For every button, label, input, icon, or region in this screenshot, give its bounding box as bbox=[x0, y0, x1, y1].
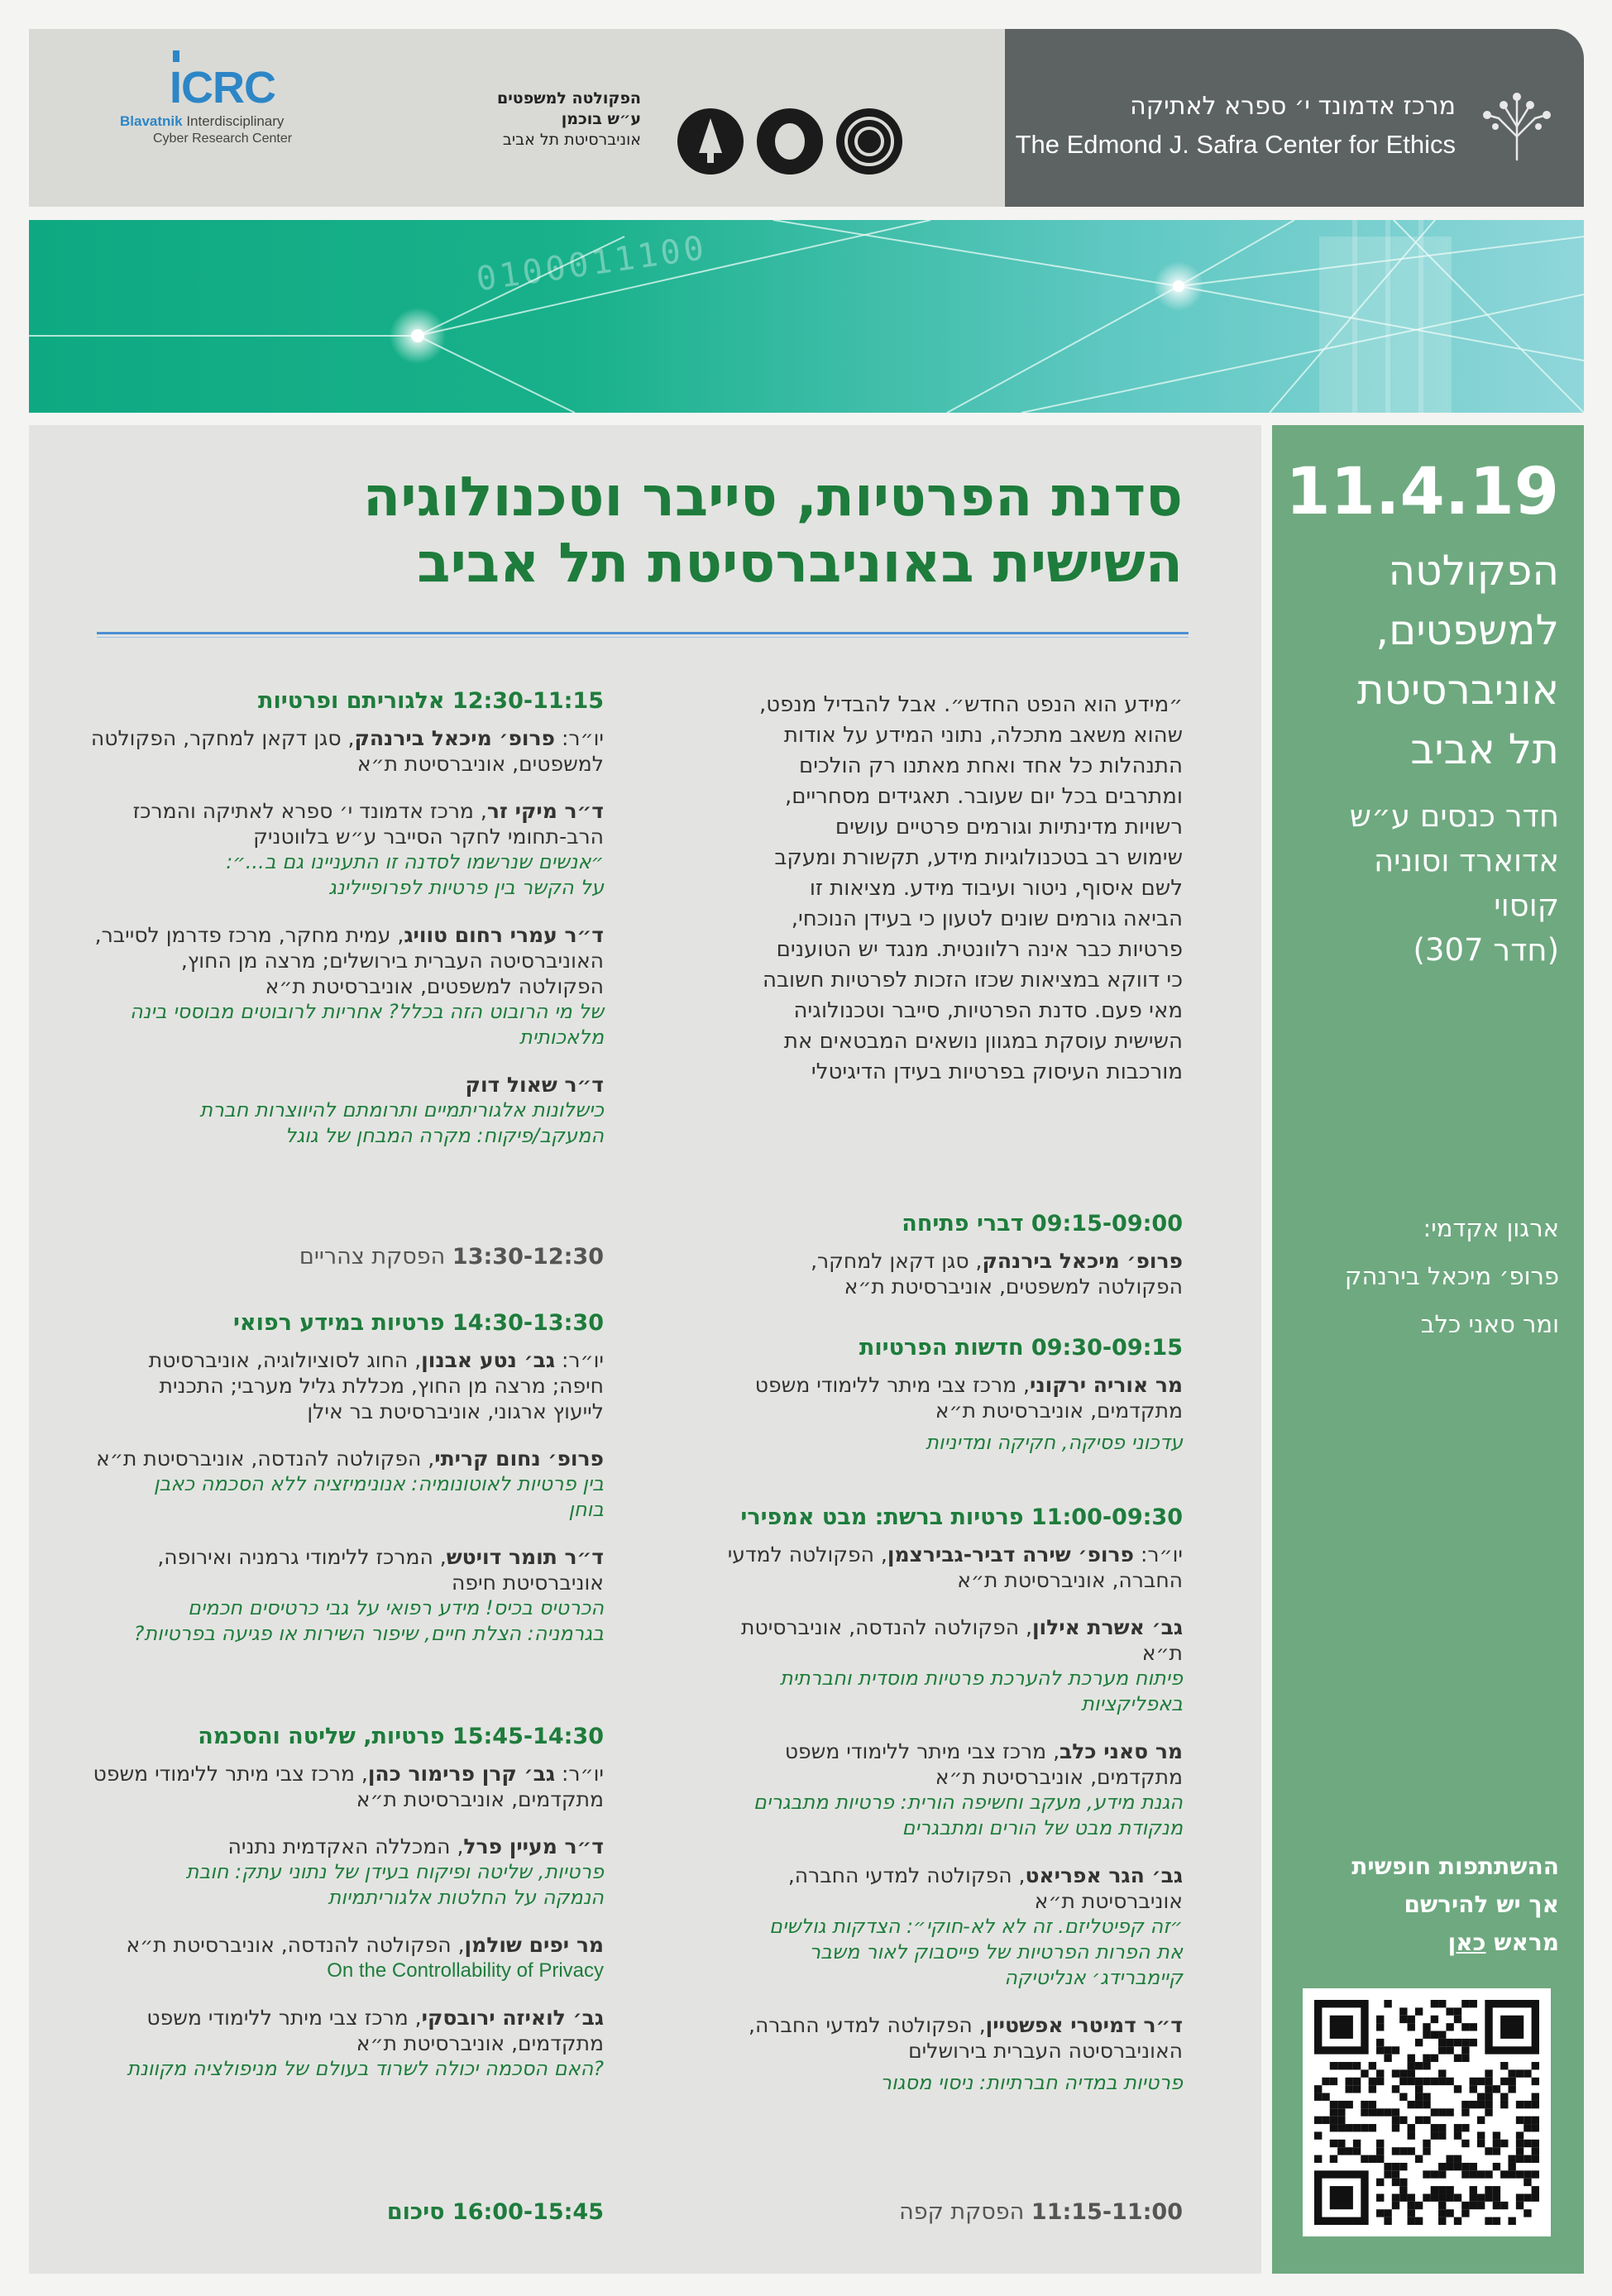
speaker-name: גב׳ הגר אפריאט bbox=[1025, 1863, 1183, 1887]
speaker-name: ד״ר דמיטרי אפשטיין bbox=[985, 2013, 1183, 2037]
organizer-name: ומר סאני כלב bbox=[1420, 1310, 1559, 1338]
talk-topic: הגנת מידע, מעקב וחשיפה הורית: פרטיות מתבגרים bbox=[753, 1791, 1183, 1814]
speaker-name: פרופ׳ מיכאל בירנהק bbox=[982, 1249, 1183, 1273]
talk-topic: ?האם הסכמה יכולה לשרוד בעולם של מניפולציה מקוונת bbox=[127, 2057, 604, 2080]
main-title-line1: סדנת הפרטיות, סייבר וטכנולוגיה bbox=[362, 465, 1183, 529]
banner-image bbox=[29, 220, 1584, 413]
speaker-affiliation: האוניברסיטה העברית בירושלים; מרצה מן החוץ, bbox=[180, 949, 604, 973]
talk-topic: ״זה קפיטליזם. זה לא לא-חוקי״: הצדקות גולשים bbox=[769, 1915, 1183, 1938]
talk-topic: באפליקציות bbox=[1081, 1692, 1183, 1715]
venue-line: הפקולטה bbox=[1388, 547, 1559, 595]
program-panel bbox=[29, 425, 1261, 2274]
speaker-affiliation: , הפקולטה למדעי החברה, bbox=[787, 1863, 1026, 1887]
speaker-affiliation: אוניברסיטת ת״א bbox=[1034, 1889, 1183, 1913]
university-logos-icon bbox=[674, 103, 939, 179]
session-time: 11:15-11:00 bbox=[1031, 2199, 1183, 2225]
speaker-name: פרופ׳ שירה דביר-גבירצמן bbox=[887, 1543, 1134, 1567]
talk-topic: ״אנשים שנרשמו לסדנה זו התעניינו גם ב...״: bbox=[226, 850, 604, 873]
talk-topic: של מי הרובוט הזה בכלל? אחריות לרובוטים מבוססי בינה bbox=[129, 1000, 604, 1023]
chair-label: יו״ר: bbox=[555, 1762, 604, 1786]
session-time: 14:30-13:30 bbox=[452, 1310, 604, 1336]
speaker-affiliation: , החוג לסוציולוגיה, אוניברסיטת bbox=[148, 1348, 422, 1372]
session-lunch-break bbox=[50, 1244, 604, 1270]
speaker-affiliation: האוניברסיטה העברית בירושלים bbox=[908, 2039, 1183, 2063]
talk-topic: בין פרטיות לאוטונומיה: אנונימיזציה ללא הסכמה כאבן bbox=[153, 1472, 604, 1495]
talk-topic: קיימברידג׳ אנליטיקה bbox=[1004, 1966, 1183, 1989]
qr-code[interactable] bbox=[1303, 1988, 1551, 2236]
session-privacy-news bbox=[653, 1335, 1183, 1456]
main-title-line2: השישית באוניברסיטת תל אביב bbox=[417, 531, 1183, 595]
session-title: פרטיות ברשת: מבט אמפירי bbox=[740, 1504, 1024, 1530]
speaker-name: מר סאני כלב bbox=[1060, 1739, 1183, 1763]
speaker-name: גב׳ אשרת אילון bbox=[1031, 1615, 1183, 1639]
intro-line: ״מידע הוא הנפט החדש״. אבל להבדיל מנפט, bbox=[758, 692, 1183, 717]
header-logos bbox=[29, 29, 1005, 207]
icrc-line1-rest: Interdisciplinary bbox=[182, 113, 285, 129]
intro-line: התנהלות כל אחד ואחת מאתנו רק הולכים bbox=[798, 753, 1183, 778]
faculty-name bbox=[409, 88, 641, 151]
speaker-affiliation: , מרכז אדמונד י׳ ספרא לאתיקה והמרכז bbox=[132, 799, 487, 823]
session-time: 09:15-09:00 bbox=[1031, 1211, 1183, 1236]
icrc-logo bbox=[120, 62, 327, 161]
organizers-label: ארגון אקדמי: bbox=[1423, 1214, 1559, 1242]
intro-line: כי דווקא במציאות שכזו הזכות לפרטיות חשובה bbox=[762, 968, 1183, 993]
speaker-affiliation: , הפקולטה למדעי bbox=[727, 1543, 887, 1567]
speaker-name: ד״ר עמרי רחום טוויג bbox=[404, 923, 604, 947]
session-title: סיכום bbox=[386, 2199, 445, 2225]
speaker-affiliation: מתקדמים, אוניברסיטת ת״א bbox=[356, 1787, 604, 1811]
venue-line: תל אביב bbox=[1410, 725, 1559, 773]
speaker-name: מר אוריה ירקוני bbox=[1029, 1373, 1183, 1397]
talk-topic: מנקודת מבט של הורים ומתבגרים bbox=[902, 1816, 1183, 1839]
speaker-name: מר יפים שולמן bbox=[464, 1933, 604, 1957]
talk-topic: On the Controllability of Privacy bbox=[327, 1959, 604, 1982]
room-line: קוסוי bbox=[1494, 887, 1559, 923]
session-title: פרטיות, שליטה והסכמה bbox=[198, 1724, 445, 1749]
session-medical-privacy bbox=[50, 1310, 604, 1647]
title-divider bbox=[97, 632, 1189, 634]
intro-line: רשויות מדינתיות וגורמים פרטיים עושים bbox=[835, 815, 1183, 839]
speaker-affiliation: מתקדמים, אוניברסיטת ת״א bbox=[935, 1765, 1183, 1789]
session-title: הפסקת צהריים bbox=[299, 1244, 446, 1270]
speaker-affiliation: מתקדמים, אוניברסיטת ת״א bbox=[935, 1399, 1183, 1423]
speaker-affiliation: , מרכז צבי מיתר ללימודי משפט bbox=[146, 2006, 422, 2030]
session-time: 12:30-11:15 bbox=[452, 688, 604, 714]
talk-topic: מלאכותית bbox=[519, 1026, 604, 1049]
session-algorithms bbox=[50, 688, 604, 1149]
speaker-affiliation: , מרכז צבי מיתר ללימודי משפט bbox=[754, 1373, 1030, 1397]
talk-topic: את הפרות הפרטיות של פייסבוק לאור משבר bbox=[809, 1940, 1183, 1964]
talk-topic: עדכוני פסיקה, חקיקה ומדיניות bbox=[926, 1431, 1183, 1454]
speaker-affiliation: מתקדמים, אוניברסיטת ת״א bbox=[356, 2031, 604, 2055]
speaker-name: ד״ר שאול דוק bbox=[465, 1073, 604, 1097]
room-line: חדר כנסים ע״ש bbox=[1349, 798, 1559, 834]
talk-topic: פיתוח מערכת להערכת פרטיות מוסדית וחברתית bbox=[779, 1667, 1183, 1690]
talk-topic: המעקב/פיקוח: מקרה המבחן של גוגל bbox=[285, 1124, 604, 1147]
talk-topic: כישלונות אלגוריתמיים ותרומתם להיווצרות חברת bbox=[199, 1098, 604, 1122]
chair-label: יו״ר: bbox=[555, 1348, 604, 1372]
session-time: 16:00-15:45 bbox=[452, 2199, 604, 2225]
speaker-affiliation: , סגן דקאן למחקר, הפקולטה bbox=[90, 726, 355, 750]
academic-organizers bbox=[1278, 1204, 1559, 1348]
event-venue bbox=[1278, 541, 1559, 779]
room-line: (חדר 307) bbox=[1413, 932, 1559, 968]
safra-english: The Edmond J. Safra Center for Ethics bbox=[1015, 130, 1456, 159]
speaker-name: ד״ר מעיין פרל bbox=[463, 1834, 604, 1858]
registration-line: ההשתתפות חופשית bbox=[1351, 1853, 1559, 1880]
intro-paragraph bbox=[653, 690, 1183, 1088]
speaker-affiliation: הרב-תחומי לחקר הסייבר ע״ש בלווטניק bbox=[253, 825, 604, 849]
registration-line: אך יש להירשם bbox=[1404, 1891, 1559, 1918]
intro-line: שימוש רב בטכנולוגיות מידע, תקשורת ומעקב bbox=[774, 845, 1183, 870]
speaker-affiliation: ת״א bbox=[1141, 1641, 1183, 1665]
faculty-line2: ע״ש בוכמן bbox=[561, 110, 641, 128]
banner-binary-text: 0100011100 bbox=[474, 228, 710, 299]
speaker-name: גב׳ קרן פרימור כהן bbox=[367, 1762, 555, 1786]
organizer-name: פרופ׳ מיכאל בירנהק bbox=[1344, 1262, 1559, 1290]
chair-label: יו״ר: bbox=[555, 726, 604, 750]
speaker-affiliation: , עמית מחקר, מרכז פדרמן לסייבר, bbox=[94, 923, 404, 947]
session-closing bbox=[50, 2199, 604, 2225]
title-divider-thin bbox=[97, 637, 1189, 638]
speaker-affiliation: הפקולטה למשפטים, אוניברסיטת ת״א bbox=[844, 1275, 1183, 1299]
session-time: 13:30-12:30 bbox=[452, 1244, 604, 1270]
session-opening bbox=[653, 1211, 1183, 1299]
speaker-affiliation: למשפטים, אוניברסיטת ת״א bbox=[356, 752, 604, 776]
speaker-affiliation: , סגן דקאן למחקר, bbox=[811, 1249, 983, 1273]
icrc-line1 bbox=[120, 113, 284, 130]
registration-line: מראש bbox=[1485, 1929, 1559, 1956]
header-safra bbox=[1005, 29, 1584, 207]
safra-hebrew: מרכז אדמונד י׳ ספרא לאתיקה bbox=[1130, 92, 1456, 121]
session-time: 11:00-09:30 bbox=[1031, 1504, 1183, 1530]
tree-icon bbox=[1479, 87, 1555, 163]
session-online-privacy bbox=[653, 1504, 1183, 2096]
chair-label: יו״ר: bbox=[1134, 1543, 1183, 1567]
session-title: הפסקת קפה bbox=[899, 2199, 1025, 2225]
talk-topic: הכרטיס בכיס! מידע רפואי על גבי כרטיסים חכמים bbox=[187, 1596, 604, 1619]
qr-code-icon bbox=[1314, 2000, 1539, 2225]
speaker-affiliation: , המכללה האקדמית נתניה bbox=[227, 1834, 464, 1858]
speaker-affiliation: , הפקולטה למדעי החברה, bbox=[749, 2013, 986, 2037]
icrc-flag-icon bbox=[173, 50, 179, 62]
session-title: חדשות הפרטיות bbox=[859, 1335, 1024, 1361]
speaker-affiliation: הפקולטה למשפטים, אוניברסיטת ת״א bbox=[265, 974, 604, 998]
speaker-affiliation: אוניברסיטת חיפה bbox=[452, 1571, 604, 1595]
session-control-consent bbox=[50, 1724, 604, 2082]
speaker-affiliation: , הפקולטה להנדסה, אוניברסיטת ת״א bbox=[126, 1933, 465, 1957]
intro-line: ומתרבים בכל יום שעובר. תאגידים מסחריים, bbox=[785, 784, 1183, 809]
speaker-affiliation: , הפקולטה להנדסה, אוניברסיטת ת״א bbox=[96, 1447, 435, 1471]
speaker-affiliation: , מרכז צבי מיתר ללימודי משפט bbox=[93, 1762, 368, 1786]
session-time: 15:45-14:30 bbox=[452, 1724, 604, 1749]
register-link[interactable]: כאן bbox=[1447, 1929, 1486, 1956]
session-title: אלגוריתם ופרטיות bbox=[258, 688, 445, 714]
speaker-name: גב׳ לואיזה ירובסקי bbox=[421, 2006, 604, 2030]
session-coffee-break bbox=[653, 2199, 1183, 2225]
network-graphic bbox=[29, 220, 1584, 413]
intro-line: הביאה גורמים שונים לטעון כי בעידן הנוכחי, bbox=[791, 906, 1183, 931]
talk-topic: בוחן bbox=[568, 1498, 604, 1521]
speaker-affiliation: , המרכז ללימודי גרמניה ואירופה, bbox=[157, 1545, 447, 1569]
icrc-line1-bold: Blavatnik bbox=[120, 113, 183, 129]
icrc-line2: Cyber Research Center bbox=[153, 132, 293, 146]
session-title: פרטיות במידע רפואי bbox=[232, 1310, 445, 1336]
intro-line: מורכבות העיסוק בפרטיות בעידן הדיגיטלי bbox=[811, 1060, 1183, 1084]
event-sidebar bbox=[1272, 425, 1584, 2274]
venue-line: למשפטים, bbox=[1375, 606, 1559, 654]
faculty-line3: אוניברסיטת תל אביב bbox=[502, 131, 641, 149]
speaker-name: ד״ר מיקי זר bbox=[486, 799, 604, 823]
speaker-affiliation: לייעוץ ארגוני, אוניברסיטת בר אילן bbox=[307, 1399, 604, 1423]
talk-topic: על הקשר בין פרטיות לפרופיילינג bbox=[328, 876, 604, 899]
session-title: דברי פתיחה bbox=[902, 1211, 1024, 1236]
intro-line: פרטיות כבר אינה רלוונטית. מנגד יש הטוענים bbox=[776, 937, 1183, 962]
intro-line: לשם איסוף, ניטור ועיבוד מידע. מציאות זו bbox=[809, 876, 1183, 901]
talk-topic: פרטיות, שליטה ופיקוח בעידן של נתוני עתק: חובת bbox=[185, 1860, 604, 1883]
event-date: 11.4.19 bbox=[1285, 455, 1559, 529]
talk-topic: הנמקה על החלטות אלגוריתמיות bbox=[328, 1886, 604, 1909]
speaker-name: פרופ׳ מיכאל בירנהק bbox=[354, 726, 555, 750]
speaker-name: גב׳ נטע אבנון bbox=[421, 1348, 555, 1372]
speaker-name: ד״ר תומר דויטש bbox=[446, 1545, 604, 1569]
intro-line: שהוא משאב מתכלה, נתוני המידע על אודות bbox=[783, 723, 1183, 748]
event-room bbox=[1278, 794, 1559, 973]
session-time: 09:30-09:15 bbox=[1031, 1335, 1183, 1361]
speaker-affiliation: , הפקולטה להנדסה, אוניברסיטת bbox=[741, 1615, 1032, 1639]
speaker-affiliation: חיפה; מרצה מן החוץ, מכללת גליל מערבי; התכנית bbox=[159, 1374, 604, 1398]
registration-info bbox=[1278, 1848, 1559, 1962]
intro-line: מאי פעם. סדנת הפרטיות, סייבר וטכנולוגיה bbox=[793, 998, 1183, 1023]
speaker-affiliation: , מרכז צבי מיתר ללימודי משפט bbox=[784, 1739, 1060, 1763]
speaker-name: פרופ׳ נחום קריתי bbox=[434, 1447, 604, 1471]
icrc-logo-text: ICRC bbox=[170, 63, 275, 112]
faculty-line1: הפקולטה למשפטים bbox=[496, 89, 641, 108]
room-line: אדוארד וסוניה bbox=[1373, 843, 1559, 878]
speaker-affiliation: החברה, אוניברסיטת ת״א bbox=[957, 1568, 1183, 1592]
talk-topic: פרטיות במדיה חברתיות: ניסוי מסגור bbox=[880, 2071, 1183, 2094]
talk-topic: בגרמניה: הצלת חיים, שיפור השירות או פגיעה בפרטיות? bbox=[133, 1622, 604, 1645]
intro-line: השישית עוסקת במגוון נושאים המבטאים את bbox=[783, 1029, 1183, 1054]
venue-line: אוניברסיטת bbox=[1356, 666, 1559, 714]
